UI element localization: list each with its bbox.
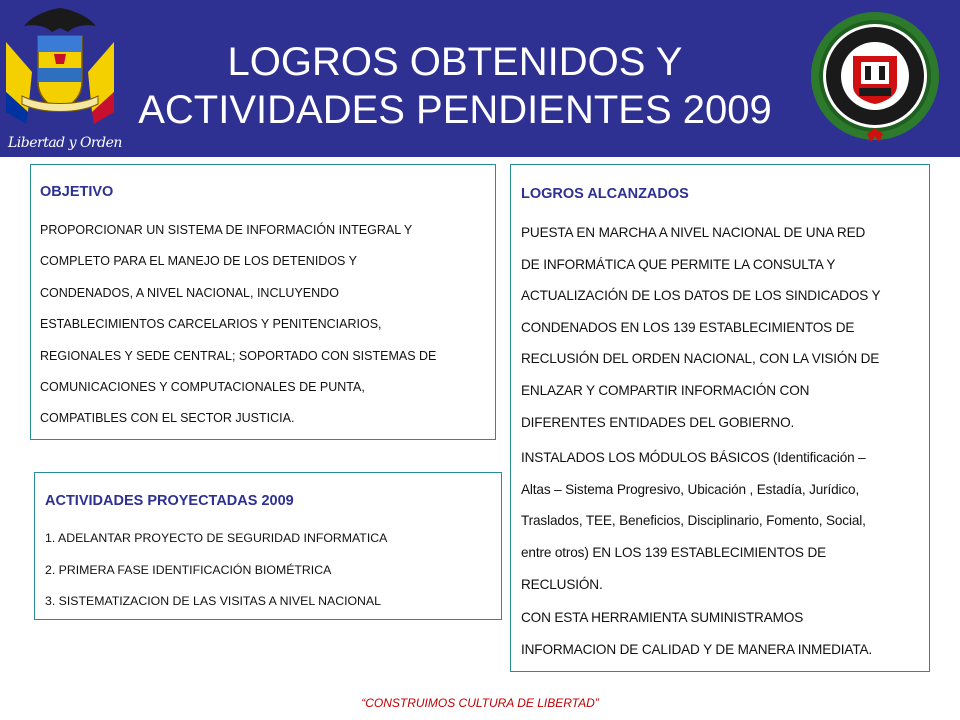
objetivo-line: PROPORCIONAR UN SISTEMA DE INFORMACIÓN INTEGRAL Y — [40, 223, 413, 237]
actividades-box — [34, 472, 502, 620]
logros-line: RECLUSIÓN. — [521, 576, 603, 592]
objetivo-box — [30, 164, 496, 440]
objetivo-line: ESTABLECIMIENTOS CARCELARIOS Y PENITENCIARIOS, — [40, 317, 382, 332]
logros-line: RECLUSIÓN DEL ORDEN NACIONAL, CON LA VISIÓN DE — [521, 351, 880, 367]
logros-line: PUESTA EN MARCHA A NIVEL NACIONAL DE UNA RED — [521, 225, 866, 240]
header-banner — [0, 0, 960, 157]
objetivo-line: REGIONALES Y SEDE CENTRAL; SOPORTADO CON SISTEMAS DE — [40, 348, 437, 363]
logros-line: INSTALADOS LOS MÓDULOS BÁSICOS (Identificación – — [521, 450, 866, 466]
logros-line: Altas – Sistema Progresivo, Ubicación , Estadía, Jurídico, — [521, 481, 860, 497]
objetivo-line: COMPLETO PARA EL MANEJO DE LOS DETENIDOS Y — [40, 254, 357, 269]
footer-slogan: “CONSTRUIMOS CULTURA DE LIBERTAD” — [361, 696, 599, 710]
title-line-1: LOGROS OBTENIDOS Y — [227, 40, 683, 84]
logros-line: ENLAZAR Y COMPARTIR INFORMACIÓN CON — [521, 382, 810, 398]
coat-of-arms-motto: Libertad y Orden — [8, 135, 122, 151]
logros-line: DIFERENTES ENTIDADES DEL GOBIERNO. — [521, 414, 795, 430]
logros-line: CON ESTA HERRAMIENTA SUMINISTRAMOS — [521, 610, 804, 626]
actividades-item: 2. PRIMERA FASE IDENTIFICACIÓN BIOMÉTRICA — [45, 562, 332, 577]
logros-line: CONDENADOS EN LOS 139 ESTABLECIMIENTOS DE — [521, 319, 855, 335]
logros-box — [510, 164, 930, 672]
logros-line: DE INFORMÁTICA QUE PERMITE LA CONSULTA Y — [521, 256, 836, 272]
inpec-seal-logo — [805, 8, 945, 148]
logros-heading: LOGROS ALCANZADOS — [521, 186, 689, 202]
logros-line: Traslados, TEE, Beneficios, Disciplinario, Fomento, Social, — [521, 513, 866, 529]
title-line-2: ACTIVIDADES PENDIENTES 2009 — [138, 88, 772, 132]
colombia-coat-of-arms-icon — [2, 2, 118, 132]
page-title — [120, 38, 790, 134]
actividades-item: 1. ADELANTAR PROYECTO DE SEGURIDAD INFORMATICA — [45, 531, 388, 545]
logros-line: INFORMACION DE CALIDAD Y DE MANERA INMEDIATA. — [521, 641, 873, 657]
inpec-seal-icon — [805, 8, 945, 148]
objetivo-line: COMUNICACIONES Y COMPUTACIONALES DE PUNTA, — [40, 380, 365, 395]
logros-line: ACTUALIZACIÓN DE LOS DATOS DE LOS SINDICADOS Y — [521, 288, 881, 304]
objetivo-line: COMPATIBLES CON EL SECTOR JUSTICIA. — [40, 411, 295, 426]
objetivo-heading: OBJETIVO — [40, 184, 114, 200]
objetivo-text — [40, 215, 436, 435]
actividades-heading: ACTIVIDADES PROYECTADAS 2009 — [45, 493, 294, 509]
objetivo-line: CONDENADOS, A NIVEL NACIONAL, INCLUYENDO — [40, 285, 339, 300]
logros-text — [521, 217, 880, 665]
colombia-coat-of-arms-logo — [2, 2, 122, 155]
actividades-item: 3. SISTEMATIZACION DE LAS VISITAS A NIVEL NACIONAL — [45, 594, 381, 608]
logros-line: entre otros) EN LOS 139 ESTABLECIMIENTOS DE — [521, 544, 827, 560]
actividades-list — [45, 523, 387, 618]
